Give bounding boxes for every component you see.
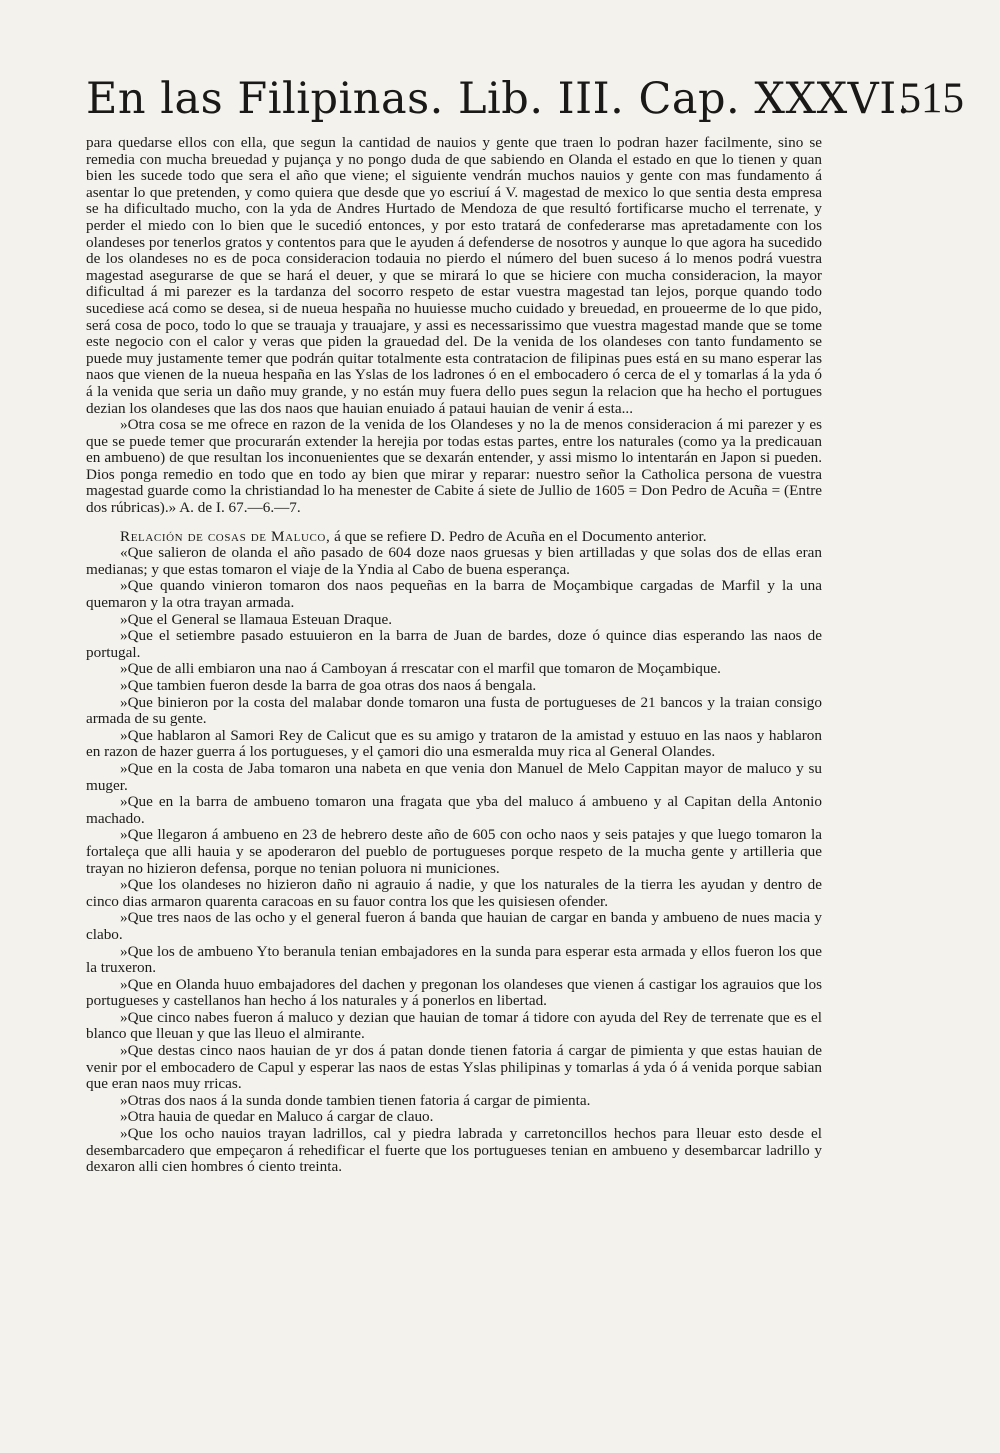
- section-title: Relación de cosas de Maluco,: [120, 527, 331, 545]
- letter-paragraph-2: »Otra cosa se me ofrece en razon de la venida de los Olandeses y no la de menos consideracion á mi parezer y es que se puede temer que procurarán extender la herejia por todas estas partes, entre los naturales (como ya la predicauan en ambueno) de que resultan los inconuenientes que se dexarán entender, y assi mismo lo intentarán en Japon si pueden. Dios ponga remedio en todo que en todo ay bien que mirar y reparar: nuestro señor la Catholica persona de vuestra magestad guarde como la christiandad lo ha menester de Cabite á siete de Jullio de 1605 = Don Pedro de Acuña = (Entre dos rúbricas).» A. de I. 67.—6.—7.: [86, 416, 822, 517]
- list-item: »Que destas cinco naos hauian de yr dos á patan donde tienen fatoria á cargar de pimienta y que estas hauian de venir por el embocadero de Capul y esperar las naos de estas Yslas philipinas y tomarlas á yda ó á venida porque sabian que eran naos muy rricas.: [86, 1042, 822, 1093]
- page-header: [86, 68, 964, 130]
- list-item: »Que tambien fueron desde la barra de goa otras dos naos á bengala.: [120, 677, 537, 694]
- running-title: En las Filipinas. Lib. III. Cap. XXXVI.: [86, 74, 911, 124]
- list-item: »Que los ocho nauios trayan ladrillos, cal y piedra labrada y carretoncillos hechos para lleuar esto desde el desembarcadero que empeçaron á rehedificar el fuerte que los portugueses tenian en ambueno y desembarcar ladrillo y dexaron alli cien hombres ó ciento treinta.: [86, 1125, 822, 1176]
- list-item: »Que quando vinieron tomaron dos naos pequeñas en la barra de Moçambique cargadas de Marfil y la una quemaron y la otra trayan armada.: [86, 577, 822, 612]
- list-item: »Que los de ambueno Yto beranula tenian embajadores en la sunda para esperar esta armada y ellos fueron los que la truxeron.: [86, 942, 822, 977]
- list-item: »Que los olandeses no hizieron daño ni agrauio á nadie, y que los naturales de la tierra les ayudan y dentro de cinco dias armaron quarenta caracoas en su fauor contra los que les quisiesen ofender.: [86, 876, 822, 910]
- section-heading: [86, 529, 822, 546]
- section-title-rest: á que se refiere D. Pedro de Acuña en el Documento anterior.: [330, 527, 707, 545]
- list-item: «Que salieron de olanda el año pasado de 604 doze naos gruesas y bien artilladas y que solas dos de ellas eran medianas; y que estas tomaron el viaje de la Yndia al Cabo de buena esperança.: [86, 544, 822, 578]
- list-item: »Otra hauia de quedar en Maluco á cargar de clauo.: [120, 1108, 434, 1126]
- list-item: »Que de alli embiaron una nao á Camboyan á rrescatar con el marfil que tomaron de Moçambique.: [120, 660, 721, 678]
- page-number: 515: [899, 75, 964, 122]
- list-item: »Que cinco nabes fueron á maluco y dezian que hauian de tomar á tidore con ayuda del Rey de terrenate que es el blanco que lleuan y que las lleuo el almirante.: [86, 1008, 822, 1043]
- list-item: »Que hablaron al Samori Rey de Calicut que es su amigo y trataron de la amistad y estuuo en las naos y hablaron en razon de hazer guerra á los portugueses, y el çamori dio una esmeralda muy rica al General Olandes.: [86, 726, 822, 761]
- letter-paragraph-1: para quedarse ellos con ella, que segun la cantidad de nauios y gente que traen lo podran hazer facilmente, sino se remedia con mucha breuedad y pujança y no pongo duda de que sabiendo en Olanda el estado en que lo tienen y quan bien les sucede todo que sera el año que viene; el siguiente vendrán muchos nauios y gente con mas fundamento á asentar lo que pretenden, y como quiera que desde que yo escriuí á V. magestad de mexico lo que sentia desta empresa se ha dificultado mucho, con la yda de Andres Hurtado de Mendoza de que resultó fortificarse mucho el terrenate, y perder el miedo con lo bien que le sucedió entonces, y por esto tratará de confederarse mas apretadamente con los olandeses por tenerlos gratos y contentos para que le ayuden á defenderse de nosotros y aunque lo que agora ha sucedido de los olandeses no es de poca consideracion todauia no pierdo el número del buen suceso á lo menos podrá vuestra magestad asegurarse de que se hará el deuer, y que se mirará lo que se hiciere con mucha consideracion, la mayor dificultad á mi parezer es la tardanza del socorro respeto de estar vuestra magestad tan lejos, porque quando todo sucediese acá como se desea, si de nueua hespaña no huuiesse mucho cuidado y breuedad, en proueerme de lo que pido, será cosa de poco, todo lo que se trauaja y trauajare, y assi es necessarissimo que vuestra magestad mande que se tome este negocio con el calor y veras que piden la grauedad del. De la venida de los olandeses con tanto fundamento se puede muy justamente temer que podrán quitar totalmente esta contratacion de filipinas pues está en su mano esperar las naos que vienen de la nueua hespaña en las Yslas de los ladrones ó en el embocadero ó cerca de el y tomarlas á la yda ó á la venida que seria un daño muy grande, y no están muy fuera dello pues segun la relacion que ha hecho el portugues dezian los olandeses que las dos naos que hauian enuiado á pataui hauian de venir á esta...: [86, 134, 822, 417]
- list-item: »Que tres naos de las ocho y el general fueron á banda que hauian de cargar en banda y ambueno de nues macia y clabo.: [86, 909, 822, 943]
- list-item: »Que en Olanda huuo embajadores del dachen y pregonan los olandeses que vienen á castigar los agrauios que los portugueses y castellanos han hecho á los naturales y á ponerlos en libertad.: [86, 975, 822, 1010]
- list-item: »Que en la costa de Jaba tomaron una nabeta en que venia don Manuel de Melo Cappitan mayor de maluco y su muger.: [86, 759, 822, 794]
- list-item: »Que llegaron á ambueno en 23 de hebrero deste año de 605 con ocho naos y seis patajes y que luego tomaron la fortaleça que alli hauia y se apoderaron del pueblo de portugueses porque respeto de la mucha gente y artilleria que trayan no hizieron defensa, porque no tenian poluora ni municiones.: [86, 826, 822, 877]
- list-item: »Otras dos naos á la sunda donde tambien tienen fatoria á cargar de pimienta.: [120, 1091, 591, 1109]
- list-item: »Que el General se llamaua Esteuan Draque.: [120, 610, 392, 628]
- list-item: »Que en la barra de ambueno tomaron una fragata que yba del maluco á ambueno y al Capitan della Antonio machado.: [86, 793, 822, 827]
- list-item: »Que el setiembre pasado estuuieron en la barra de Juan de bardes, doze ó quince dias esperando las naos de portugal.: [86, 627, 822, 661]
- list-item: »Que binieron por la costa del malabar donde tomaron una fusta de portugueses de 21 bancos y la traian consigo armada de su gente.: [86, 693, 822, 728]
- body-text: [86, 135, 822, 1176]
